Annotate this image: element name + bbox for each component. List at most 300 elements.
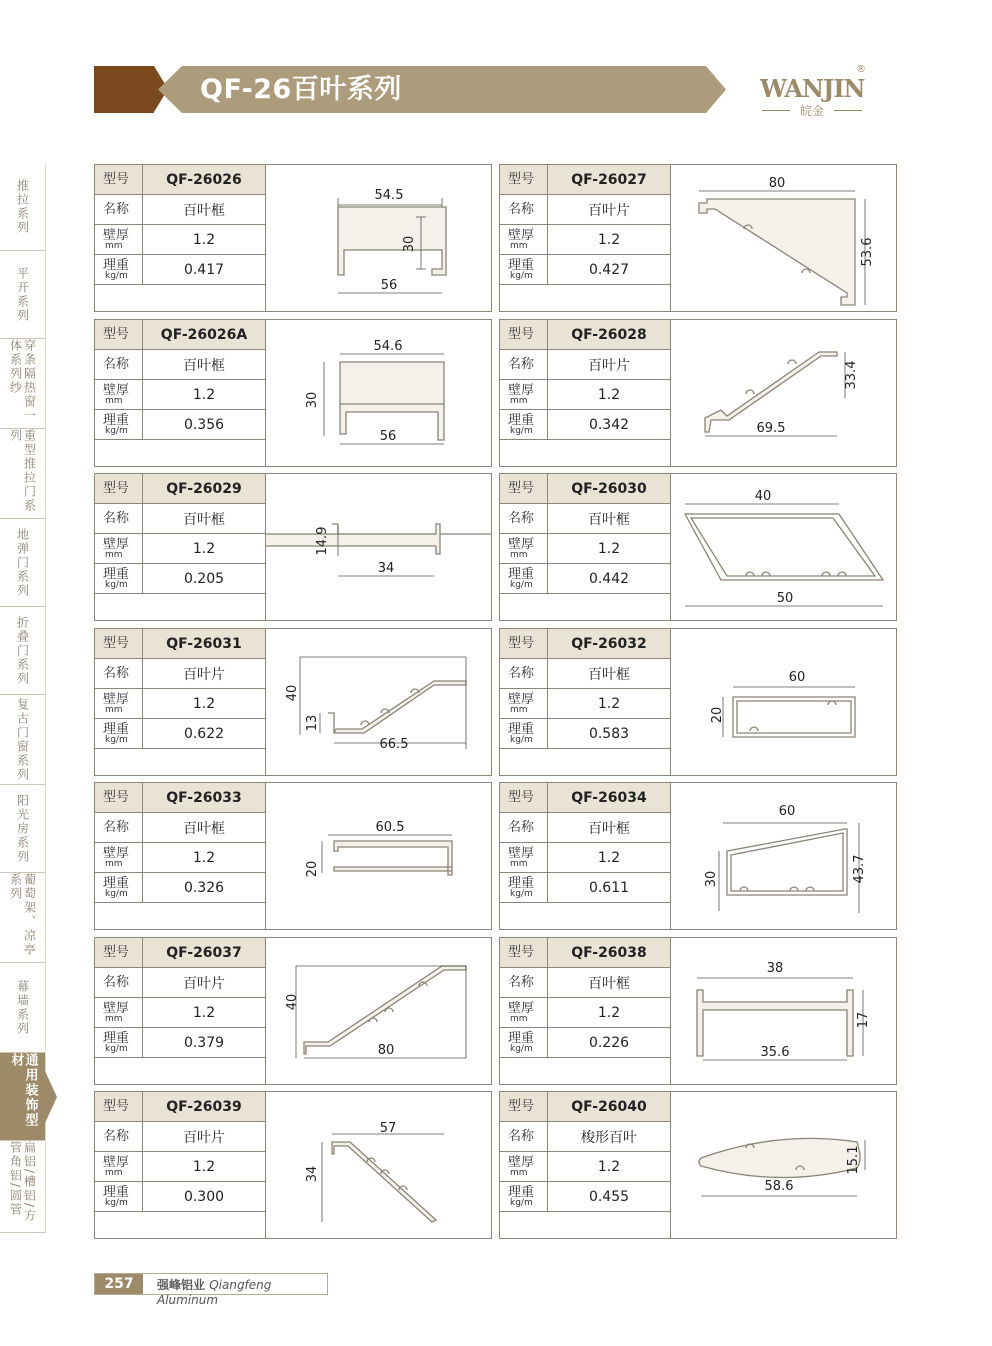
spec-row-weight: [95, 255, 265, 285]
spec-label-text: 型号: [103, 636, 130, 651]
spec-label: [500, 998, 548, 1027]
dimension-label: 13: [305, 714, 320, 732]
spec-label-text: 型号: [508, 790, 535, 805]
product-card: [499, 319, 897, 467]
product-card: [499, 1091, 897, 1239]
product-card: [94, 473, 492, 621]
spec-label-text: 型号: [103, 327, 130, 342]
spec-unit: mm: [510, 858, 528, 869]
dimension-label: 66.5: [379, 737, 409, 752]
spec-unit: kg/m: [510, 270, 533, 281]
spec-row-model: [95, 629, 265, 659]
spec-value-weight: 0.583: [588, 725, 630, 742]
sidebar-item[interactable]: [0, 339, 46, 429]
profile-drawing: [266, 165, 491, 311]
dimension-label: 54.5: [374, 188, 404, 203]
spec-label: [500, 1092, 548, 1121]
sidebar-item[interactable]: [0, 251, 46, 339]
spec-label: [95, 320, 143, 349]
spec-label: [500, 165, 548, 194]
spec-label: [95, 689, 143, 718]
spec-unit: kg/m: [510, 425, 533, 436]
spec-label-text: 型号: [103, 945, 130, 960]
product-card: [94, 319, 492, 467]
product-card: [94, 1091, 492, 1239]
dimension-label: 14.9: [315, 526, 330, 556]
spec-label: [95, 380, 143, 409]
spec-label: [95, 629, 143, 658]
spec-value-wall: 1.2: [597, 231, 621, 248]
spec-label-text: 理重: [508, 412, 535, 428]
spec-label: [500, 410, 548, 439]
profile-drawing: [266, 474, 491, 620]
spec-label: [95, 1152, 143, 1181]
spec-unit: mm: [105, 1167, 123, 1178]
spec-label-text: 名称: [103, 666, 130, 681]
spec-unit: mm: [105, 858, 123, 869]
dimension-label: 53.6: [860, 237, 875, 267]
spec-label-text: 名称: [103, 975, 130, 990]
spec-label: [500, 350, 548, 379]
spec-label: [500, 843, 548, 872]
spec-unit: mm: [510, 1167, 528, 1178]
spec-value-wall: 1.2: [192, 695, 216, 712]
spec-value-name: 百叶片: [588, 357, 630, 374]
spec-unit: mm: [105, 240, 123, 251]
spec-label: [95, 474, 143, 503]
company-name-en: Qiangfeng Aluminum: [157, 1278, 272, 1307]
spec-row-name: [500, 813, 670, 843]
spec-row-weight: [500, 1182, 670, 1212]
spec-label: [95, 938, 143, 967]
spec-label: [500, 968, 548, 997]
spec-row-model: [95, 474, 265, 504]
spec-value-weight: 0.442: [588, 570, 630, 587]
spec-value-wall: 1.2: [192, 231, 216, 248]
spec-row-name: [95, 195, 265, 225]
spec-unit: mm: [510, 704, 528, 715]
spec-value-name: 百叶片: [183, 666, 225, 683]
profile-drawing: [266, 1092, 491, 1238]
dimension-label: 60: [778, 804, 796, 819]
brand-logo: [752, 60, 872, 120]
spec-value-name: 百叶片: [183, 1129, 225, 1146]
spec-unit: kg/m: [105, 579, 128, 590]
footer: [94, 1273, 328, 1307]
dimension-label: 54.6: [373, 339, 403, 354]
sidebar-item[interactable]: [0, 1141, 46, 1233]
spec-value-name: 百叶框: [183, 820, 225, 837]
sidebar-item-label: 幕墙系列: [15, 979, 30, 1036]
spec-unit: mm: [105, 395, 123, 406]
spec-unit: mm: [510, 549, 528, 560]
spec-label-text: 理重: [103, 257, 130, 273]
product-card: [94, 164, 492, 312]
spec-value-name: 百叶框: [588, 666, 630, 683]
product-card: [499, 937, 897, 1085]
spec-label: [95, 195, 143, 224]
spec-value-model: QF-26033: [166, 789, 242, 806]
spec-label-text: 理重: [103, 875, 130, 891]
spec-label: [95, 1182, 143, 1211]
spec-value-weight: 0.455: [588, 1188, 630, 1205]
spec-label: [95, 813, 143, 842]
spec-label-text: 名称: [103, 511, 130, 526]
dimension-label: 57: [379, 1121, 397, 1136]
spec-label: [95, 564, 143, 593]
spec-unit: kg/m: [510, 1197, 533, 1208]
profile-drawing: [671, 320, 896, 466]
spec-label: [95, 843, 143, 872]
dimension-label: 15.1: [846, 1145, 861, 1175]
spec-value-wall: 1.2: [192, 540, 216, 557]
sidebar-item-label: 推拉系列: [15, 178, 30, 235]
dimension-label: 40: [285, 684, 300, 702]
sidebar-item[interactable]: [0, 163, 46, 251]
spec-value-model: QF-26028: [571, 326, 647, 343]
spec-unit: mm: [510, 395, 528, 406]
spec-row-weight: [95, 564, 265, 594]
spec-row-weight: [500, 410, 670, 440]
spec-label: [95, 1028, 143, 1057]
spec-label: [95, 783, 143, 812]
spec-value-weight: 0.205: [183, 570, 225, 587]
spec-label: [95, 534, 143, 563]
spec-label-text: 型号: [508, 636, 535, 651]
spec-row-model: [95, 938, 265, 968]
spec-row-wall: [500, 843, 670, 873]
spec-value-model: QF-26029: [166, 480, 242, 497]
spec-label-text: 理重: [508, 566, 535, 582]
profile-drawing: [266, 320, 491, 466]
spec-label: [500, 659, 548, 688]
spec-value-weight: 0.226: [588, 1034, 630, 1051]
spec-label-text: 型号: [508, 327, 535, 342]
spec-row-weight: [95, 1182, 265, 1212]
spec-label-text: 型号: [103, 481, 130, 496]
spec-label: [95, 350, 143, 379]
sidebar-item-label: 阳光房系列: [15, 793, 30, 864]
dimension-label: 80: [768, 176, 786, 191]
spec-label-text: 壁厚: [508, 1000, 535, 1016]
spec-label: [500, 225, 548, 254]
spec-value-weight: 0.326: [183, 879, 225, 896]
spec-value-wall: 1.2: [597, 1158, 621, 1175]
spec-value-wall: 1.2: [597, 1004, 621, 1021]
spec-row-weight: [500, 1028, 670, 1058]
spec-label-text: 名称: [508, 1129, 535, 1144]
spec-label: [500, 195, 548, 224]
dimension-label: 30: [704, 870, 719, 888]
sidebar-item[interactable]: [0, 963, 46, 1053]
spec-row-name: [500, 659, 670, 689]
sidebar-item[interactable]: [0, 519, 46, 607]
spec-value-name: 百叶框: [588, 511, 630, 528]
spec-row-name: [500, 350, 670, 380]
spec-label-text: 理重: [508, 257, 535, 273]
product-card: [94, 937, 492, 1085]
spec-row-wall: [95, 534, 265, 564]
spec-label-text: 壁厚: [508, 536, 535, 552]
spec-row-wall: [500, 1152, 670, 1182]
sidebar-item[interactable]: [0, 1053, 46, 1141]
spec-label-text: 型号: [508, 172, 535, 187]
spec-label: [500, 320, 548, 349]
spec-row-model: [95, 783, 265, 813]
spec-label-text: 名称: [103, 1129, 130, 1144]
spec-value-model: QF-26027: [571, 171, 647, 188]
profile-drawing: [671, 629, 896, 775]
sidebar-item[interactable]: [0, 607, 46, 695]
product-card: [94, 782, 492, 930]
spec-row-model: [500, 629, 670, 659]
spec-unit: mm: [105, 704, 123, 715]
spec-label-text: 型号: [103, 172, 130, 187]
spec-value-model: QF-26038: [571, 944, 647, 961]
spec-row-model: [95, 165, 265, 195]
spec-label: [500, 380, 548, 409]
dimension-label: 30: [305, 391, 320, 409]
sidebar-item-label: 扁铝/槽铝/方管角铝/圆管: [8, 1141, 37, 1224]
spec-label-text: 名称: [508, 975, 535, 990]
spec-label: [500, 629, 548, 658]
profile-drawing: [266, 938, 491, 1084]
spec-label: [500, 813, 548, 842]
dimension-label: 58.6: [764, 1179, 794, 1194]
spec-row-model: [500, 938, 670, 968]
spec-value-wall: 1.2: [597, 695, 621, 712]
dimension-label: 34: [305, 1165, 320, 1183]
profile-drawing: [266, 629, 491, 775]
spec-label-text: 理重: [103, 1184, 130, 1200]
spec-label: [500, 1152, 548, 1181]
dimension-label: 35.6: [760, 1045, 790, 1060]
sidebar-item[interactable]: [0, 785, 46, 873]
profile-drawing: [671, 783, 896, 929]
spec-value-name: 百叶框: [183, 202, 225, 219]
product-card: [499, 628, 897, 776]
spec-label: [500, 564, 548, 593]
spec-label-text: 名称: [508, 357, 535, 372]
spec-row-weight: [95, 719, 265, 749]
spec-label: [500, 783, 548, 812]
spec-value-wall: 1.2: [192, 386, 216, 403]
spec-value-model: QF-26026: [166, 171, 242, 188]
spec-unit: kg/m: [105, 734, 128, 745]
spec-row-weight: [500, 564, 670, 594]
spec-label: [95, 719, 143, 748]
spec-value-name: 百叶框: [183, 511, 225, 528]
spec-label: [500, 474, 548, 503]
spec-unit: kg/m: [105, 888, 128, 899]
sidebar-item[interactable]: [0, 695, 46, 785]
page-number: 257: [95, 1274, 143, 1294]
dimension-label: 60: [788, 670, 806, 685]
spec-value-name: 百叶片: [183, 975, 225, 992]
spec-label-text: 名称: [508, 511, 535, 526]
spec-value-wall: 1.2: [192, 1158, 216, 1175]
spec-row-model: [95, 1092, 265, 1122]
spec-label-text: 名称: [103, 357, 130, 372]
spec-row-wall: [95, 843, 265, 873]
spec-unit: kg/m: [105, 270, 128, 281]
spec-label: [500, 719, 548, 748]
spec-row-model: [95, 320, 265, 350]
spec-row-name: [500, 504, 670, 534]
spec-value-wall: 1.2: [192, 849, 216, 866]
spec-row-model: [500, 1092, 670, 1122]
spec-label-text: 理重: [508, 1184, 535, 1200]
spec-label-text: 理重: [508, 875, 535, 891]
spec-row-weight: [500, 873, 670, 903]
spec-label-text: 理重: [508, 721, 535, 737]
dimension-label: 80: [377, 1043, 395, 1058]
spec-unit: mm: [510, 240, 528, 251]
spec-row-model: [500, 783, 670, 813]
sidebar: [0, 163, 48, 1233]
logo-brand-text: WANJIN: [760, 74, 865, 103]
spec-label-text: 理重: [103, 412, 130, 428]
spec-unit: kg/m: [105, 425, 128, 436]
spec-label-text: 理重: [103, 1030, 130, 1046]
spec-value-weight: 0.356: [183, 416, 225, 433]
profile-drawing: [671, 938, 896, 1084]
spec-value-wall: 1.2: [597, 849, 621, 866]
spec-value-name: 梭形百叶: [581, 1129, 637, 1146]
spec-label: [95, 225, 143, 254]
sidebar-item-label: 折叠门系列: [15, 615, 30, 686]
spec-label: [500, 504, 548, 533]
spec-row-name: [95, 659, 265, 689]
dimension-label: 17: [856, 1011, 871, 1029]
sidebar-item-label: 地弹门系列: [15, 527, 30, 598]
spec-unit: kg/m: [105, 1197, 128, 1208]
spec-label-text: 型号: [103, 790, 130, 805]
spec-row-wall: [500, 534, 670, 564]
spec-unit: mm: [105, 1013, 123, 1024]
spec-row-name: [500, 968, 670, 998]
spec-value-model: QF-26030: [571, 480, 647, 497]
spec-value-name: 百叶框: [588, 975, 630, 992]
spec-label-text: 壁厚: [508, 382, 535, 398]
dimension-label: 38: [766, 961, 784, 976]
spec-value-name: 百叶框: [588, 820, 630, 837]
spec-value-model: QF-26026A: [160, 326, 248, 343]
spec-row-model: [500, 474, 670, 504]
sidebar-item[interactable]: [0, 873, 46, 963]
spec-unit: mm: [105, 549, 123, 560]
spec-row-weight: [95, 1028, 265, 1058]
spec-label: [500, 689, 548, 718]
profile-drawing: [671, 165, 896, 311]
spec-label: [95, 873, 143, 902]
spec-label: [500, 1122, 548, 1151]
spec-row-wall: [95, 225, 265, 255]
spec-label-text: 理重: [508, 1030, 535, 1046]
spec-value-model: QF-26031: [166, 635, 242, 652]
product-card: [94, 628, 492, 776]
page-title: QF-26百叶系列: [200, 74, 402, 105]
dimension-label: 40: [754, 489, 772, 504]
profile-drawing: [671, 1092, 896, 1238]
spec-label-text: 型号: [508, 945, 535, 960]
spec-label-text: 型号: [103, 1099, 130, 1114]
spec-label: [500, 255, 548, 284]
spec-value-weight: 0.417: [183, 261, 225, 278]
sidebar-item-label: 葡萄架、凉亭系列: [8, 873, 37, 957]
spec-row-wall: [95, 380, 265, 410]
spec-label: [95, 410, 143, 439]
spec-row-weight: [95, 410, 265, 440]
spec-label-text: 壁厚: [103, 845, 130, 861]
spec-label: [95, 255, 143, 284]
footer-company: [157, 1276, 327, 1307]
spec-row-wall: [95, 998, 265, 1028]
spec-label: [500, 1182, 548, 1211]
spec-value-model: QF-26039: [166, 1098, 242, 1115]
spec-label-text: 壁厚: [103, 1154, 130, 1170]
spec-label: [95, 165, 143, 194]
dimension-label: 33.4: [844, 360, 859, 390]
spec-row-weight: [500, 255, 670, 285]
dimension-label: 50: [776, 591, 794, 606]
spec-value-weight: 0.379: [183, 1034, 225, 1051]
dimension-label: 60.5: [375, 820, 405, 835]
spec-value-weight: 0.300: [183, 1188, 225, 1205]
spec-value-weight: 0.427: [588, 261, 630, 278]
dimension-label: 69.5: [756, 421, 786, 436]
spec-row-weight: [500, 719, 670, 749]
sidebar-item[interactable]: [0, 429, 46, 519]
spec-label-text: 壁厚: [508, 1154, 535, 1170]
spec-label-text: 壁厚: [103, 1000, 130, 1016]
sidebar-item-label: 穿条隔热窗一体系列纱: [8, 339, 37, 423]
product-card: [499, 164, 897, 312]
company-name: 强峰铝业: [157, 1278, 206, 1292]
spec-label: [95, 998, 143, 1027]
product-card: [499, 782, 897, 930]
spec-label-text: 名称: [103, 820, 130, 835]
sidebar-item-label: 平开系列: [15, 266, 30, 323]
spec-label: [500, 873, 548, 902]
spec-unit: kg/m: [510, 1043, 533, 1054]
spec-row-name: [95, 813, 265, 843]
spec-row-weight: [95, 873, 265, 903]
spec-row-wall: [95, 1152, 265, 1182]
dimension-label: 20: [305, 860, 320, 878]
spec-row-wall: [500, 689, 670, 719]
dimension-label: 56: [380, 278, 398, 293]
spec-label-text: 壁厚: [508, 227, 535, 243]
spec-label: [500, 534, 548, 563]
spec-label: [95, 1092, 143, 1121]
spec-row-name: [95, 350, 265, 380]
spec-label-text: 壁厚: [103, 691, 130, 707]
spec-row-name: [500, 1122, 670, 1152]
spec-label-text: 壁厚: [508, 845, 535, 861]
spec-label-text: 名称: [508, 666, 535, 681]
spec-unit: kg/m: [510, 888, 533, 899]
spec-value-wall: 1.2: [597, 540, 621, 557]
dimension-label: 56: [379, 429, 397, 444]
spec-label-text: 型号: [508, 1099, 535, 1114]
spec-row-name: [95, 968, 265, 998]
spec-value-wall: 1.2: [192, 1004, 216, 1021]
product-card: [499, 473, 897, 621]
spec-row-model: [500, 320, 670, 350]
spec-row-name: [500, 195, 670, 225]
spec-value-weight: 0.611: [588, 879, 630, 896]
